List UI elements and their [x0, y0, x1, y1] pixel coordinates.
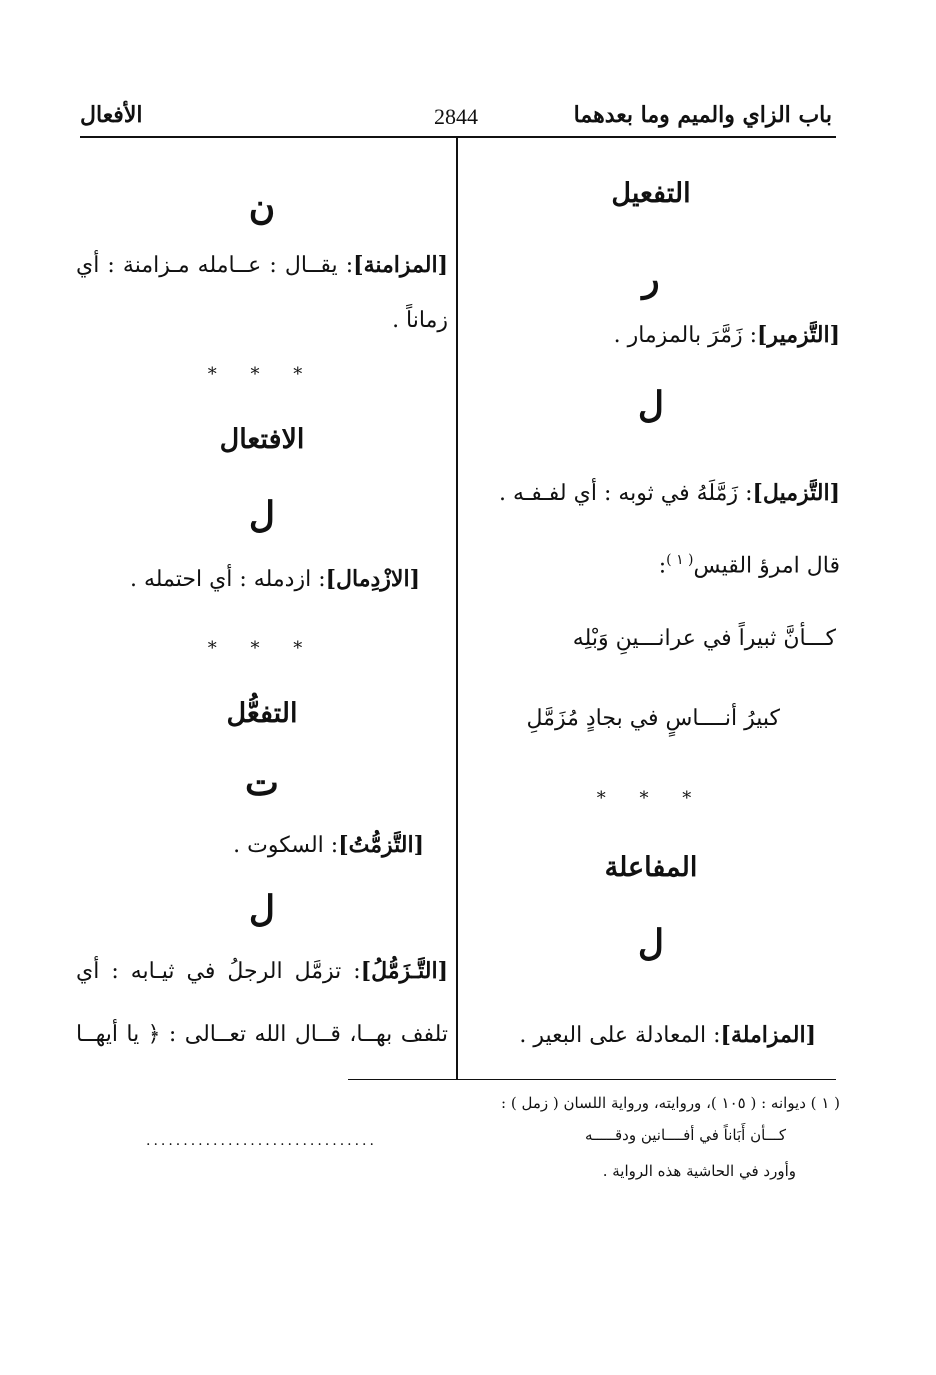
entry-term: [المزاملة] — [720, 1022, 816, 1048]
heading-tafa33ul: التفعُّل — [226, 698, 298, 729]
verse-line-2: كبيرُ أنــــاسٍ في بجادٍ مُزَمَّلِ — [526, 706, 780, 731]
root-letter-ta: ت — [245, 762, 279, 804]
entry-tazammul — [76, 958, 448, 984]
section-separator-2: * * * — [207, 638, 317, 659]
entry-definition: : يقــال : عــامله مـزامنة : أي — [76, 253, 354, 278]
root-letter-nun: ن — [248, 186, 276, 228]
footnote-ref: ( ١ ) — [666, 552, 694, 568]
header-rule — [80, 136, 836, 138]
entry-tazmil — [462, 480, 840, 506]
root-letter-lam-2: ل — [248, 888, 276, 930]
entry-definition: : ازدمله : أي احتمله . — [129, 567, 326, 592]
entry-tazammut — [52, 832, 424, 858]
entry-definition: : زَمَّرَ بالمزمار . — [613, 323, 758, 348]
entry-term: [التَّزميل] — [752, 480, 840, 506]
footnote-rule — [348, 1079, 836, 1080]
root-letter-lam-2: ل — [637, 922, 665, 964]
footnote-line-1: ( ١ ) ديوانه : ( ١٠٥ )، وروايته، ورواية اللسان ( زمل ) : — [501, 1094, 840, 1112]
heading-mufa3ala: المفاعلة — [604, 852, 698, 883]
heading-taf3il: التفعيل — [611, 178, 691, 209]
entry-term: [التَّزمير] — [757, 322, 840, 348]
entry-term: [التَّـزَمُّلُ] — [360, 958, 448, 984]
root-letter-lam-1: ل — [248, 494, 276, 536]
entry-muzamana-continued: زماناً . — [392, 308, 448, 333]
entry-term: [الازْدِمال] — [325, 566, 420, 592]
entry-definition: : تزمَّل الرجلُ في ثيـابه : أي — [76, 959, 361, 984]
root-letter-ra: ر — [642, 258, 660, 300]
section-separator: * * * — [596, 788, 706, 809]
entry-tazmir — [462, 322, 840, 348]
column-divider — [456, 138, 458, 1080]
footnote-line-3: وأورد في الحاشية هذه الرواية . — [602, 1162, 796, 1180]
entry-definition: : المعادلة على البعير . — [519, 1023, 721, 1048]
entry-tazammul-continued: تلفف بهــا، قــال الله تعــالى : ﴿ يا أيهــا — [76, 1022, 448, 1047]
footnote-verse: كـــأن أَبَاناً في أفــــانين ودقـــــه — [584, 1126, 786, 1144]
root-letter-lam-1: ل — [637, 384, 665, 426]
poet-attribution: قال امرؤ القيس$^{( ١ )}$: — [658, 552, 840, 579]
entry-term: [المزامنة] — [353, 252, 448, 278]
running-header-chapter: باب الزاي والميم وما بعدهما — [573, 102, 832, 128]
entry-term: [التَّزمُّتُ] — [338, 832, 424, 858]
verse-line-1: كـــأنَّ ثبيراً في عرانـــينِ وَبْلِه — [572, 626, 836, 651]
section-separator-1: * * * — [207, 364, 317, 385]
entry-definition: : السكوت . — [233, 833, 339, 858]
entry-muzamala — [438, 1022, 816, 1048]
page-number: 2844 — [434, 104, 478, 129]
footnote-dots: ............................... — [146, 1133, 377, 1149]
entry-izdimal — [48, 566, 420, 592]
entry-muzamana — [76, 252, 448, 278]
entry-definition: : زَمَّلَهُ في ثوبه : أي لفـفـه . — [499, 481, 753, 506]
running-header-section: الأفعال — [80, 102, 143, 128]
heading-ifti3al: الافتعال — [219, 424, 305, 455]
